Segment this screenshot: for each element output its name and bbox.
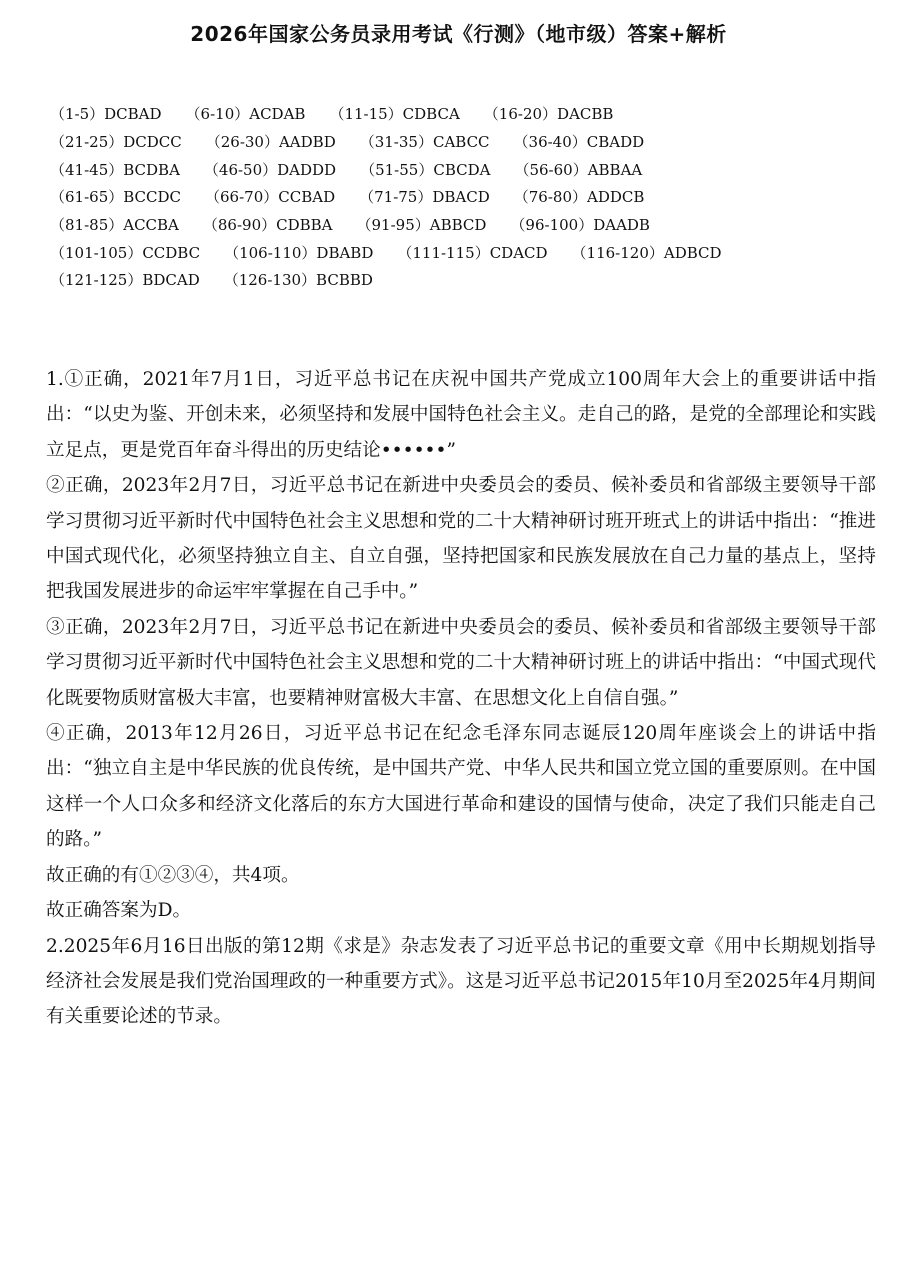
answer-group: （61-65）BCCDC — [50, 188, 182, 207]
explanation-conclusion: 故正确的有①②③④，共4项。 — [46, 864, 300, 886]
answer-row — [50, 266, 870, 294]
answer-group: （101-105）CCDBC — [50, 243, 201, 262]
answer-group: （96-100）DAADB — [510, 216, 650, 235]
answer-row — [50, 100, 870, 128]
explanation-paragraph: ④正确，2013年12月26日，习近平总书记在纪念毛泽东同志诞辰120周年座谈会上的讲话中指出：“独立自主是中华民族的优良传统，是中国共产党、中华人民共和国立党立国的重要原则。在中国这样一个人口众多和经济文化落后的东方大国进行革命和建设的国情与使命，决定了我们只能走自己的路。” — [46, 723, 876, 851]
answer-key — [50, 100, 870, 294]
answer-group: （76-80）ADDCB — [513, 188, 645, 207]
explanation-answer: 故正确答案为D。 — [46, 900, 192, 922]
answer-group: （106-110）DBABD — [224, 243, 374, 262]
answer-group: （36-40）CBADD — [513, 133, 645, 152]
answer-row — [50, 128, 870, 156]
answer-group: （116-120）ADBCD — [571, 243, 722, 262]
explanation-paragraph: 2.2025年6月16日出版的第12期《求是》杂志发表了习近平总书记的重要文章《用中长期规划指导经济社会发展是我们党治国理政的一种重要方式》。这是习近平总书记2015年10月至2025年4月期间有关重要论述的节录。 — [46, 935, 876, 1028]
answer-row — [50, 183, 870, 211]
answer-group: （46-50）DADDD — [203, 160, 337, 179]
answer-group: （66-70）CCBAD — [205, 188, 336, 207]
answer-group: （121-125）BDCAD — [50, 271, 200, 290]
answer-group: （6-10）ACDAB — [185, 105, 306, 124]
answer-group: （86-90）CDBBA — [202, 216, 333, 235]
answer-group: （1-5）DCBAD — [50, 105, 162, 124]
answer-group: （31-35）CABCC — [359, 133, 490, 152]
answer-group: （126-130）BCBBD — [223, 271, 373, 290]
explanation-paragraph: 1.①正确，2021年7月1日，习近平总书记在庆祝中国共产党成立100周年大会上的重要讲话中指出：“以史为鉴、开创未来，必须坚持和发展中国特色社会主义。走自己的路，是党的全部理论和实践立足点，更是党百年奋斗得出的历史结论••••••” — [46, 369, 876, 461]
answer-group: （16-20）DACBB — [483, 105, 614, 124]
answer-group: （26-30）AADBD — [205, 133, 336, 152]
answer-row — [50, 238, 870, 266]
answer-group: （11-15）CDBCA — [329, 105, 460, 124]
answer-group: （71-75）DBACD — [359, 188, 490, 207]
explanation-paragraph: ③正确，2023年2月7日，习近平总书记在新进中央委员会的委员、候补委员和省部级主要领导干部学习贯彻习近平新时代中国特色社会主义思想和党的二十大精神研讨班上的讲话中指出：“中国式现代化既要物质财富极大丰富，也要精神财富极大丰富、在思想文化上自信自强。” — [46, 616, 876, 709]
answer-group: （51-55）CBCDA — [360, 160, 491, 179]
answer-row — [50, 211, 870, 239]
answer-group: （56-60）ABBAA — [514, 160, 643, 179]
explanation-body — [46, 362, 876, 1035]
answer-group: （21-25）DCDCC — [50, 133, 182, 152]
answer-row — [50, 155, 870, 183]
answer-group: （111-115）CDACD — [397, 243, 548, 262]
document-title: 2026年国家公务员录用考试《行测》（地市级）答案+解析 — [190, 22, 727, 46]
answer-group: （41-45）BCDBA — [50, 160, 180, 179]
answer-group: （81-85）ACCBA — [50, 216, 179, 235]
explanation-paragraph: ②正确，2023年2月7日，习近平总书记在新进中央委员会的委员、候补委员和省部级主要领导干部学习贯彻习近平新时代中国特色社会主义思想和党的二十大精神研讨班开班式上的讲话中指出：“推进中国式现代化，必须坚持独立自主、自立自强，坚持把国家和民族发展放在自己力量的基点上，坚持把我国发展进步的命运牢牢掌握在自己手中。” — [46, 475, 876, 603]
answer-group: （91-95）ABBCD — [356, 216, 487, 235]
